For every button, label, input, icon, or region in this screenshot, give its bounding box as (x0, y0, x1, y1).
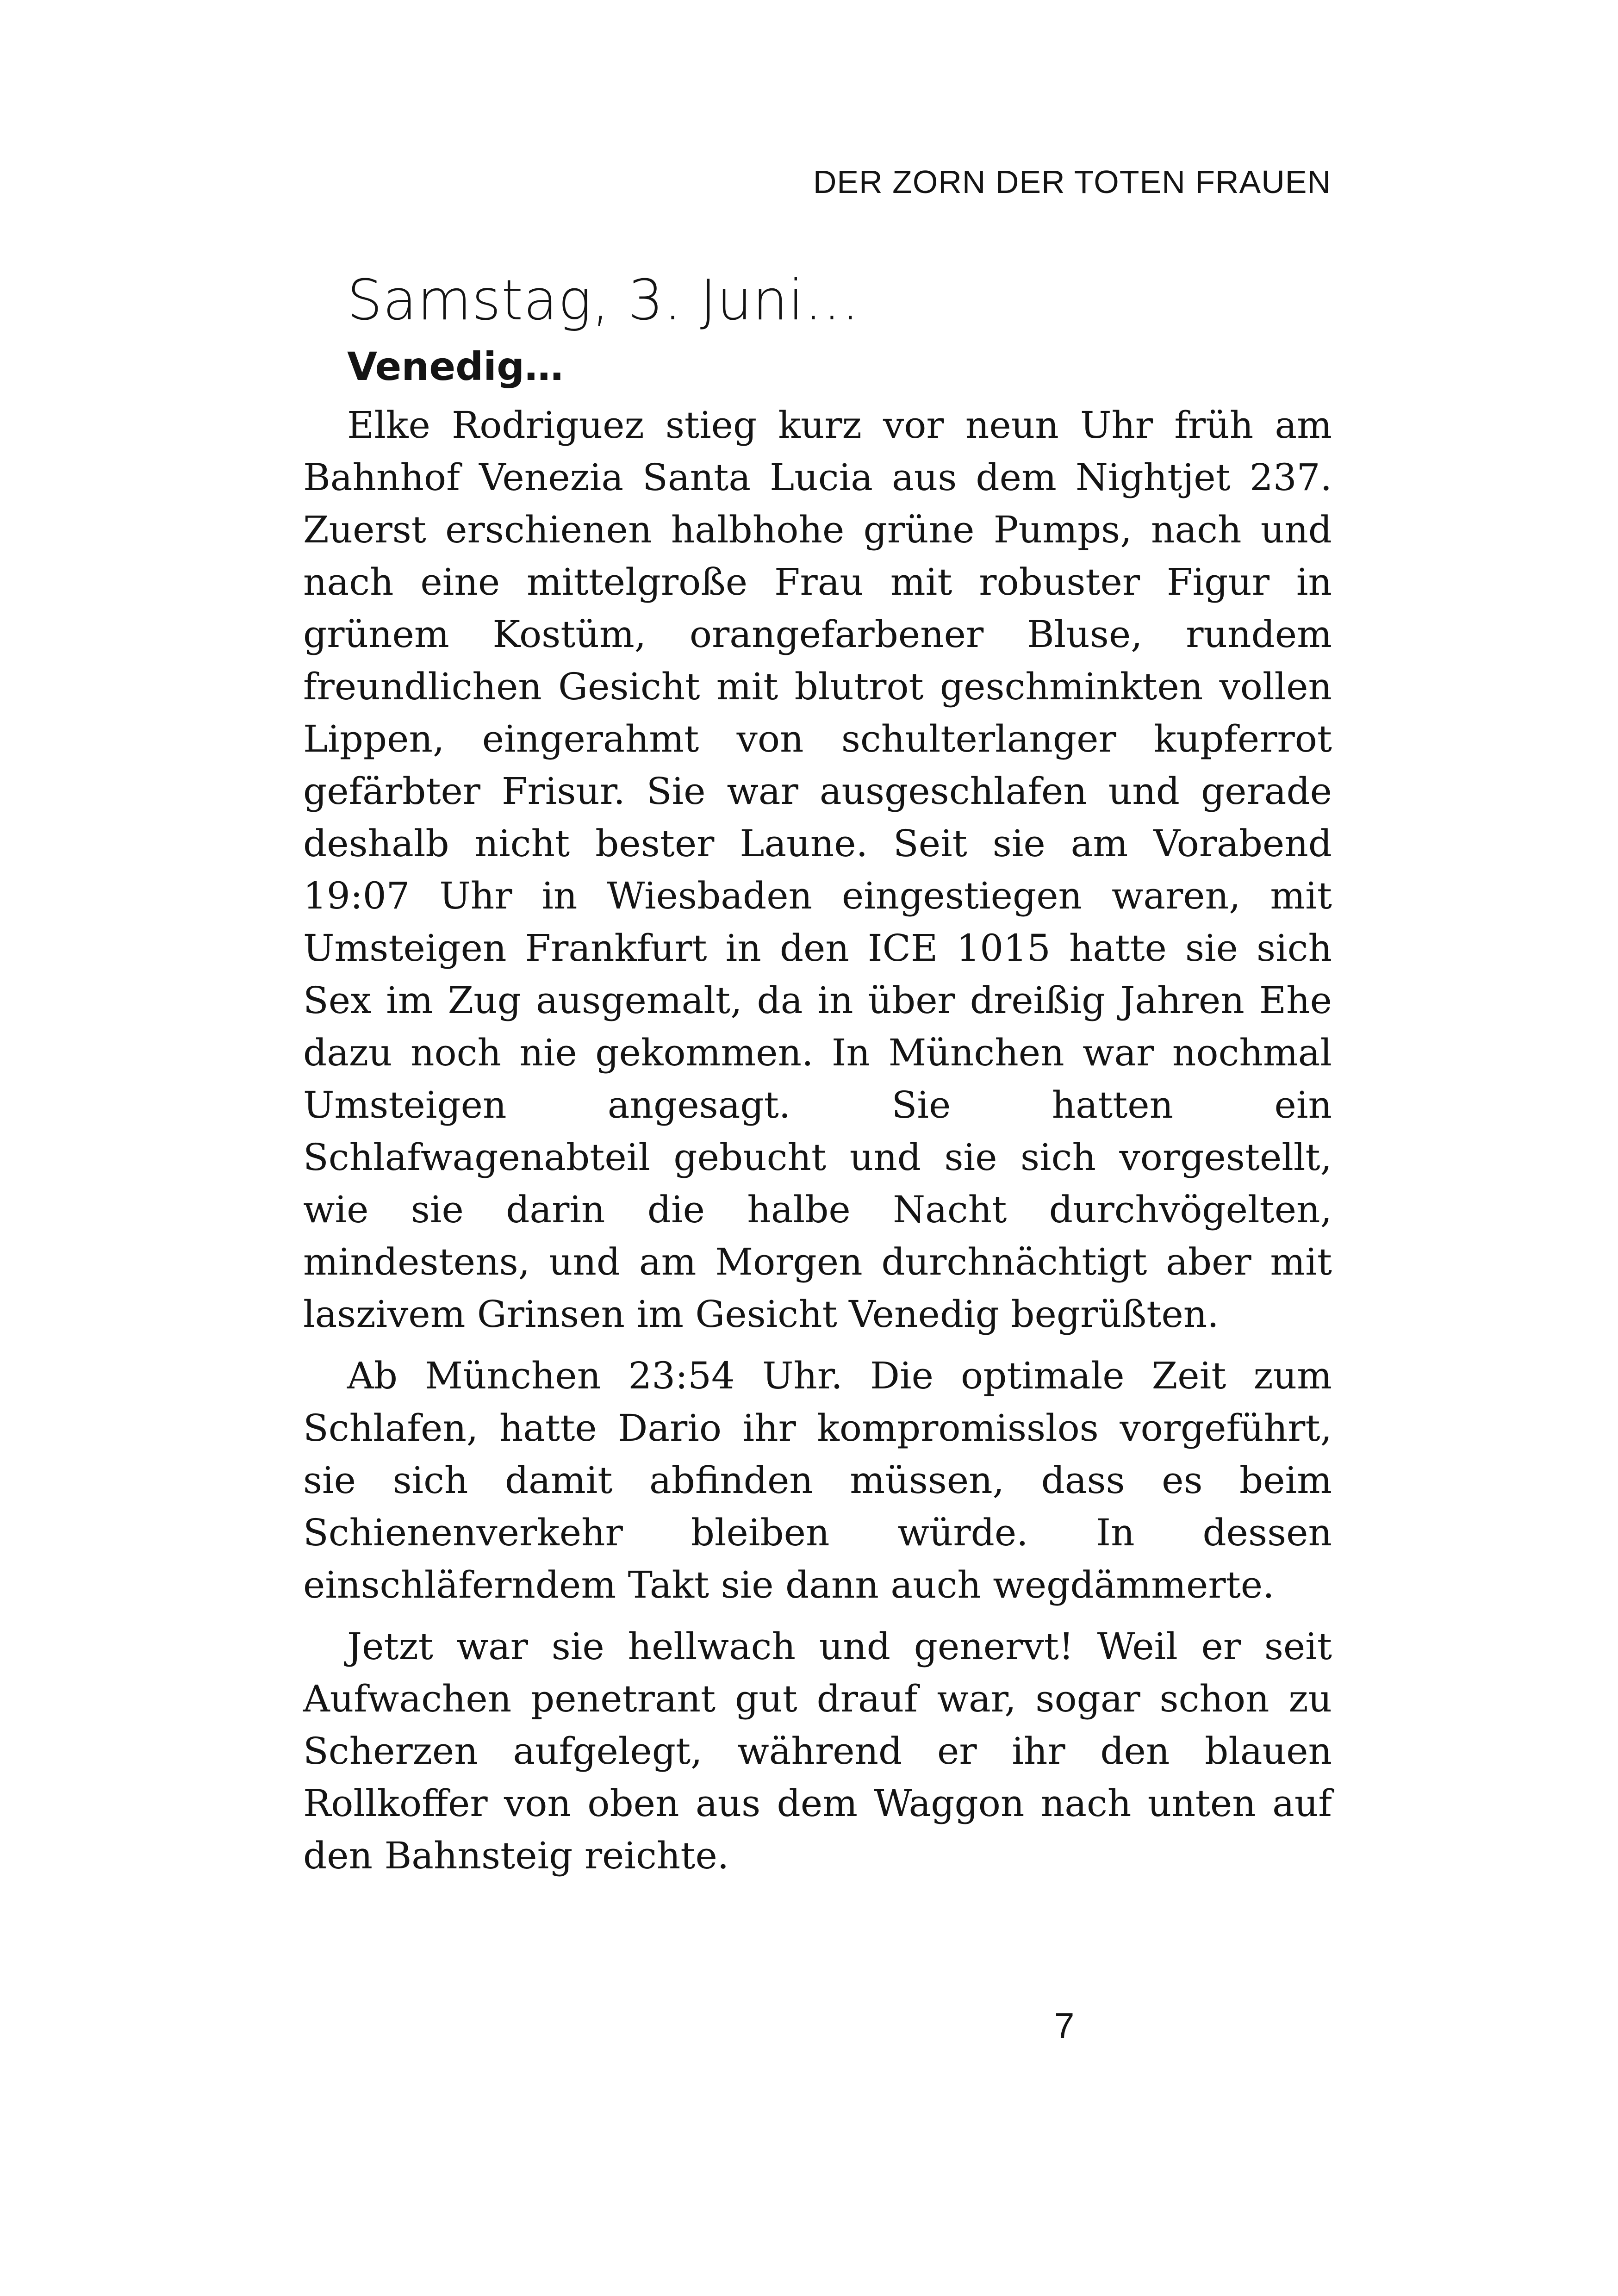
body-paragraph: Elke Rodriguez stieg kurz vor neun Uhr früh am Bahnhof Venezia Santa Lucia aus dem Nightjet 237. Zuerst erschienen halbhohe grüne Pumps, nach und nach eine mittelgroße Frau mit robuster Figur in grünem Kostüm, orangefarbener Bluse, rundem freundlichen Gesicht mit blutrot geschminkten vollen Lippen, eingerahmt von schulterlanger kupferrot gefärbter Frisur. Sie war ausgeschlafen und gerade deshalb nicht bester Laune. Seit sie am Vorabend 19:07 Uhr in Wiesbaden eingestiegen waren, mit Umsteigen Frankfurt in den ICE 1015 hatte sie sich Sex im Zug ausgemalt, da in über dreißig Jahren Ehe dazu noch nie gekommen. In München war nochmal Umsteigen angesagt. Sie hatten ein Schlafwagenabteil gebucht und sie sich vorgestellt, wie sie darin die halbe Nacht durchvögelten, mindestens, und am Morgen durchnächtigt aber mit laszivem Grinsen im Gesicht Venedig begrüßten. (303, 404, 1332, 1336)
body-paragraph: Jetzt war sie hellwach und genervt! Weil er seit Aufwachen penetrant gut drauf war, sogar schon zu Scherzen aufgelegt, während er ihr den blauen Rollkoffer von oben aus dem Waggon nach unten auf den Bahnsteig reichte. (303, 1625, 1332, 1877)
page-number: 7 (1054, 2005, 1075, 2046)
body-paragraph: Ab München 23:54 Uhr. Die optimale Zeit zum Schlafen, hatte Dario ihr kompromisslos vorgeführt, sie sich damit abfinden müssen, dass es beim Schienenverkehr bleiben würde. In dessen einschläferndem Takt sie dann auch wegdämmerte. (303, 1354, 1332, 1606)
chapter-place-heading: Venedig… (347, 344, 564, 389)
page-body (303, 268, 1332, 1882)
running-header-title: DER ZORN DER TOTEN FRAUEN (813, 164, 1331, 200)
chapter-date-heading: Samstag, 3. Juni… (347, 268, 860, 333)
